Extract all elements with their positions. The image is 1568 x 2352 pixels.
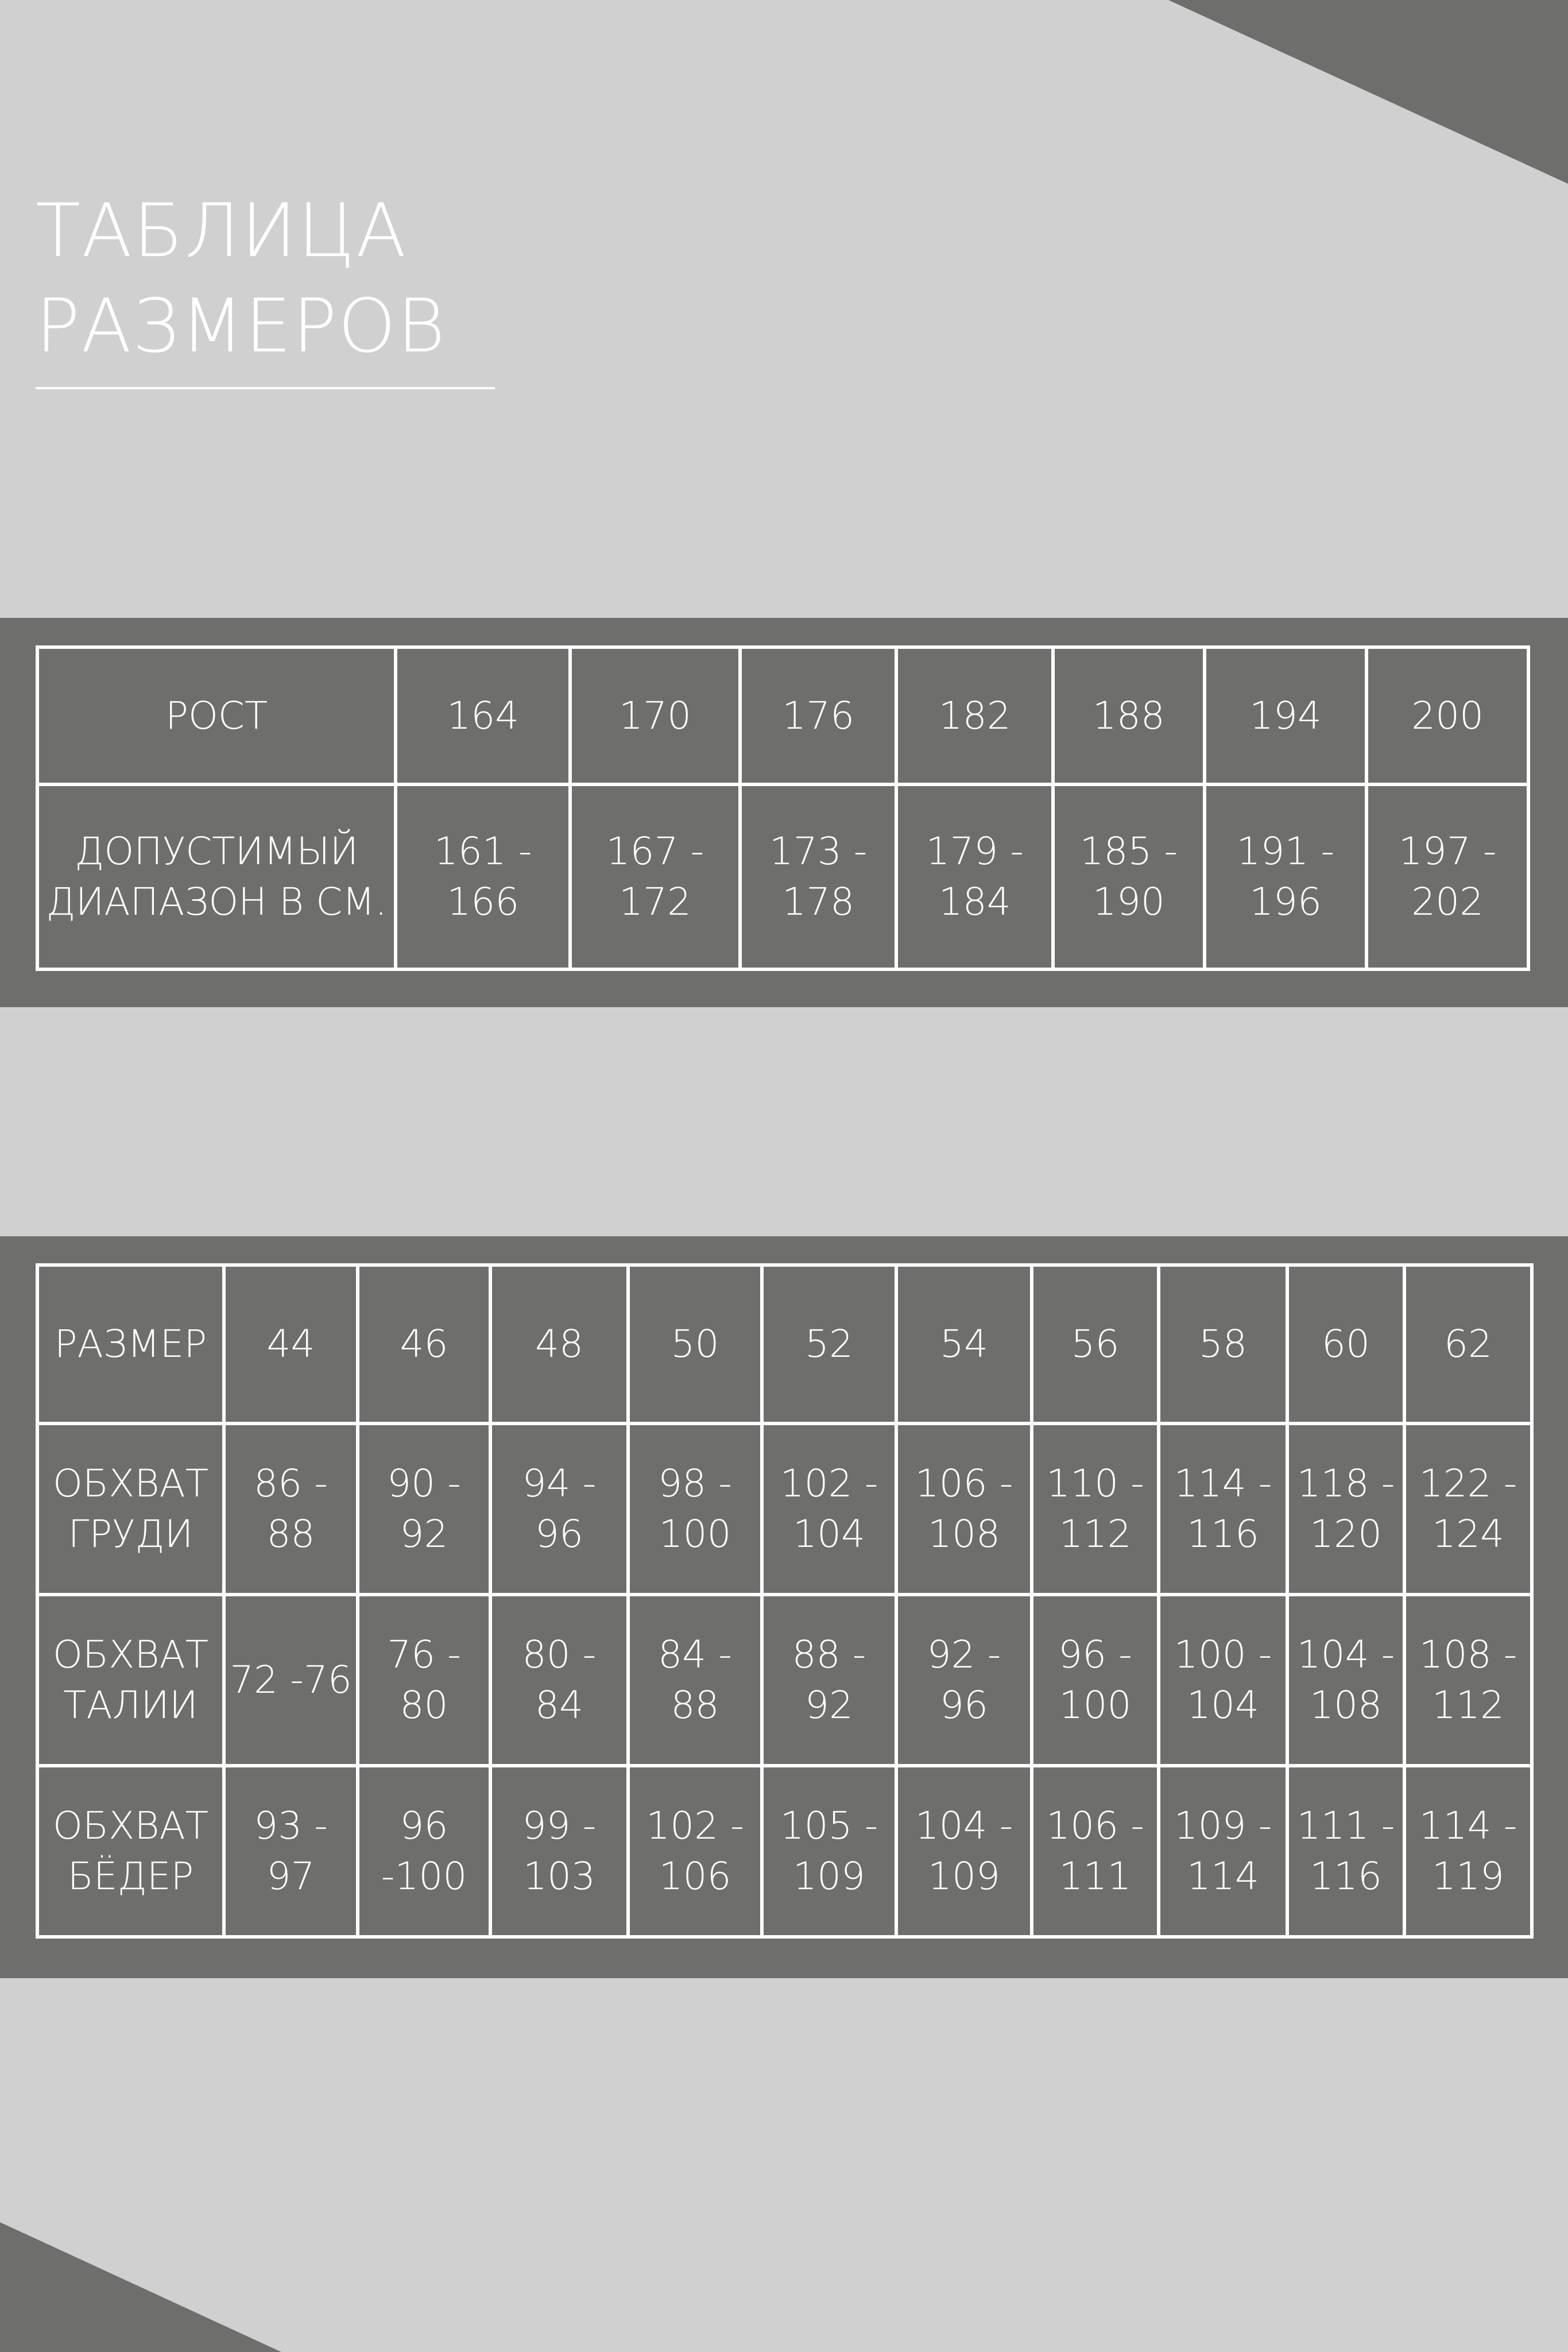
- size-cell: 44: [224, 1265, 358, 1423]
- chest-cell: 102 - 104: [762, 1423, 896, 1595]
- waist-cell: 88 - 92: [762, 1595, 896, 1766]
- hips-cell: 114 - 119: [1404, 1766, 1532, 1937]
- size-cell: 62: [1404, 1265, 1532, 1423]
- height-range-cell: 191 - 196: [1205, 784, 1367, 969]
- height-range-label: ДОПУСТИМЫЙ ДИАПАЗОН В СМ.: [37, 784, 396, 969]
- height-cell: 170: [570, 647, 740, 784]
- height-table: [36, 645, 1530, 971]
- size-label: РАЗМЕР: [37, 1265, 224, 1423]
- waist-cell: 100 - 104: [1159, 1595, 1287, 1766]
- size-cell: 60: [1287, 1265, 1404, 1423]
- height-cell: 164: [396, 647, 570, 784]
- size-row: [37, 1265, 1532, 1423]
- hips-cell: 109 - 114: [1159, 1766, 1287, 1937]
- size-cell: 48: [490, 1265, 628, 1423]
- size-cell: 46: [358, 1265, 490, 1423]
- chest-cell: 114 - 116: [1159, 1423, 1287, 1595]
- chest-cell: 106 - 108: [896, 1423, 1032, 1595]
- hips-cell: 102 - 106: [628, 1766, 762, 1937]
- waist-cell: 76 - 80: [358, 1595, 490, 1766]
- hips-cell: 105 - 109: [762, 1766, 896, 1937]
- chest-row: [37, 1423, 1532, 1595]
- waist-row: [37, 1595, 1532, 1766]
- height-cell: 194: [1205, 647, 1367, 784]
- height-range-cell: 197 - 202: [1366, 784, 1528, 969]
- waist-cell: 92 - 96: [896, 1595, 1032, 1766]
- size-cell: 50: [628, 1265, 762, 1423]
- hips-cell: 106 - 111: [1032, 1766, 1159, 1937]
- waist-cell: 108 - 112: [1404, 1595, 1532, 1766]
- hips-label: ОБХВАТ БЁДЕР: [37, 1766, 224, 1937]
- chest-cell: 122 - 124: [1404, 1423, 1532, 1595]
- waist-cell: 80 - 84: [490, 1595, 628, 1766]
- hips-row: [37, 1766, 1532, 1937]
- size-cell: 52: [762, 1265, 896, 1423]
- hips-cell: 99 - 103: [490, 1766, 628, 1937]
- height-range-cell: 179 - 184: [896, 784, 1053, 969]
- size-cell: 58: [1159, 1265, 1287, 1423]
- chest-cell: 86 - 88: [224, 1423, 358, 1595]
- title-underline: [36, 387, 495, 389]
- size-table: [36, 1263, 1534, 1939]
- chest-cell: 118 - 120: [1287, 1423, 1404, 1595]
- bottom-left-corner-shape: [0, 2222, 281, 2352]
- height-cell: 188: [1053, 647, 1205, 784]
- top-right-corner-shape: [1168, 0, 1568, 184]
- height-range-cell: 167 - 172: [570, 784, 740, 969]
- chest-cell: 98 - 100: [628, 1423, 762, 1595]
- size-cell: 54: [896, 1265, 1032, 1423]
- chest-cell: 110 - 112: [1032, 1423, 1159, 1595]
- height-range-cell: 173 - 178: [740, 784, 897, 969]
- height-range-cell: 161 - 166: [396, 784, 570, 969]
- page-title: [36, 184, 446, 374]
- page-title-line-2: РАЗМЕРОВ: [36, 284, 447, 369]
- height-row: [37, 647, 1528, 784]
- height-cell: 176: [740, 647, 897, 784]
- size-cell: 56: [1032, 1265, 1159, 1423]
- chest-cell: 90 - 92: [358, 1423, 490, 1595]
- waist-label: ОБХВАТ ТАЛИИ: [37, 1595, 224, 1766]
- chest-label: ОБХВАТ ГРУДИ: [37, 1423, 224, 1595]
- waist-cell: 84 - 88: [628, 1595, 762, 1766]
- height-range-cell: 185 - 190: [1053, 784, 1205, 969]
- waist-cell: 96 - 100: [1032, 1595, 1159, 1766]
- chest-cell: 94 - 96: [490, 1423, 628, 1595]
- height-label: РОСТ: [37, 647, 396, 784]
- hips-cell: 111 - 116: [1287, 1766, 1404, 1937]
- height-cell: 200: [1366, 647, 1528, 784]
- waist-cell: 72 -76: [224, 1595, 358, 1766]
- height-cell: 182: [896, 647, 1053, 784]
- hips-cell: 104 - 109: [896, 1766, 1032, 1937]
- page-title-line-1: ТАБЛИЦА: [36, 188, 408, 274]
- height-range-row: [37, 784, 1528, 969]
- waist-cell: 104 - 108: [1287, 1595, 1404, 1766]
- hips-cell: 93 - 97: [224, 1766, 358, 1937]
- hips-cell: 96 -100: [358, 1766, 490, 1937]
